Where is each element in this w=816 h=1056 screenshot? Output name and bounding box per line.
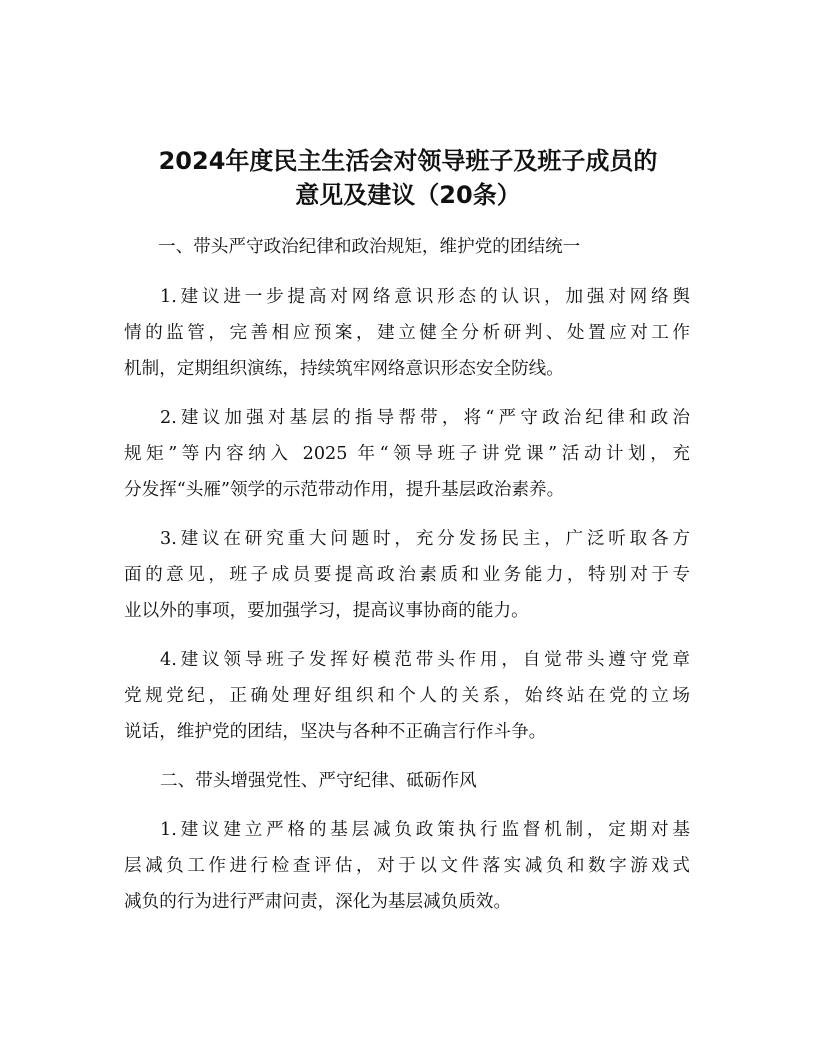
paragraph-line: 党规党纪，正确处理好组织和个人的关系，始终站在党的立场	[124, 686, 690, 706]
section-heading-1: 一、带头严守政治纪律和政治规矩，维护党的团结统一	[158, 237, 581, 257]
paragraph-line: 1.建议进一步提高对网络意识形态的认识，加强对网络舆	[160, 287, 690, 307]
section-heading-2: 二、带头增强党性、严守纪律、砥砺作风	[160, 771, 477, 791]
document-title-line-2: 意见及建议（20条）	[295, 181, 521, 209]
document-title-line-1: 2024年度民主生活会对领导班子及班子成员的	[158, 147, 658, 175]
paragraph-line: 1.建议建立严格的基层减负政策执行监督机制，定期对基	[160, 820, 690, 840]
paragraph-line: 3.建议在研究重大问题时，充分发扬民主，广泛听取各方	[160, 529, 690, 549]
paragraph-line: 4.建议领导班子发挥好模范带头作用，自觉带头遵守党章	[160, 650, 690, 670]
paragraph-line: 机制，定期组织演练，持续筑牢网络意识形态安全防线。	[124, 359, 564, 379]
paragraph-line: 说话，维护党的团结，坚决与各种不正确言行作斗争。	[124, 722, 547, 742]
paragraph-line: 规矩”等内容纳入 2025 年“领导班子讲党课”活动计划，充	[124, 444, 690, 464]
paragraph-line: 分发挥“头雁”领学的示范带动作用，提升基层政治素养。	[124, 480, 565, 500]
paragraph-line: 2.建议加强对基层的指导帮带，将“严守政治纪律和政治	[160, 408, 690, 428]
paragraph-line: 层减负工作进行检查评估，对于以文件落实减负和数字游戏式	[124, 856, 690, 876]
paragraph-line: 面的意见，班子成员要提高政治素质和业务能力，特别对于专	[124, 565, 690, 585]
paragraph-line: 减负的行为进行严肃问责，深化为基层减负质效。	[124, 892, 512, 912]
paragraph-line: 情的监管，完善相应预案，建立健全分析研判、处置应对工作	[124, 323, 690, 343]
paragraph-line: 业以外的事项，要加强学习，提高议事协商的能力。	[124, 601, 529, 621]
